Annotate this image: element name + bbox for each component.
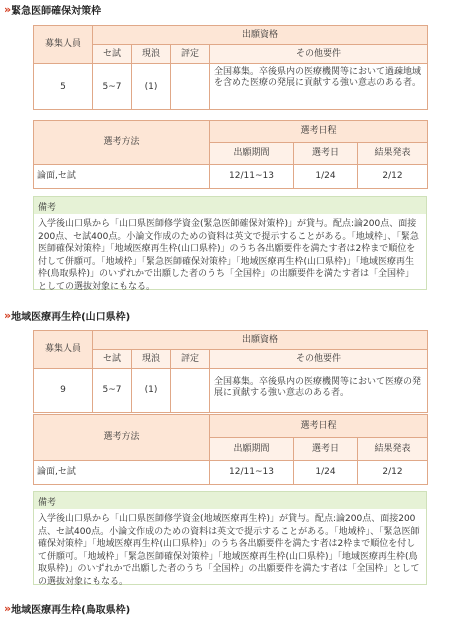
result-header: 結果発表 — [358, 143, 428, 165]
seshi-header: セ試 — [93, 45, 132, 64]
genro-cell: (1) — [132, 64, 171, 110]
result-header: 結果発表 — [358, 438, 428, 461]
table-row — [34, 64, 428, 110]
section-title-text: 地域医療再生枠(山口県枠) — [11, 311, 131, 323]
other-cell: 全国募集。卒後県内の医療機関等において過疎地域を含めた医療の発展に貢献する強い意志のある者。 — [210, 64, 428, 110]
other-cell: 全国募集。卒後県内の医療機関等において医療の発展に貢献する強い意志のある者。 — [210, 369, 428, 413]
note-body: 入学後山口県から「山口県医師修学資金(緊急医師確保対策枠)」が貸与。配点:論200点、面接200点、セ試400点。小論文作成のための資料は英文で提示することがある。「地域枠」、「緊急医師確保対策枠」「地域医療再生枠(山口県枠)」のうち各出願要件を満たす者は2枠まで順位を付して併願可。「地域枠」「緊急医師確保対策枠」「地域医療再生枠(山口県枠)」「地域医療再生枠(鳥取県枠)」のいずれかで出願した者のうち「全国枠」の出願要件を満たす者は「全国枠」としての選抜対象にもなる。 — [38, 219, 419, 292]
schedule-table-2 — [33, 414, 428, 485]
table-row — [34, 369, 428, 413]
table-row — [34, 165, 428, 189]
schedule-table-1 — [33, 120, 428, 189]
exam-day-header: 選考日 — [294, 438, 358, 461]
exam-day-cell: 1/24 — [294, 461, 358, 485]
qualification-header: 出願資格 — [93, 331, 428, 350]
period-header: 出願期間 — [210, 143, 294, 165]
method-cell: 論面,セ試 — [34, 461, 210, 485]
method-cell: 論面,セ試 — [34, 165, 210, 189]
method-header: 選考方法 — [34, 121, 210, 165]
exam-day-cell: 1/24 — [294, 165, 358, 189]
hyotei-header: 評定 — [171, 350, 210, 369]
method-header: 選考方法 — [34, 415, 210, 461]
double-chevron-icon: » — [4, 2, 9, 16]
period-cell: 12/11~13 — [210, 165, 294, 189]
hyotei-header: 評定 — [171, 45, 210, 64]
genro-header: 現浪 — [132, 350, 171, 369]
double-chevron-icon: » — [4, 601, 9, 615]
quota-header: 募集人員 — [34, 331, 93, 369]
period-cell: 12/11~13 — [210, 461, 294, 485]
exam-day-header: 選考日 — [294, 143, 358, 165]
seshi-cell: 5~7 — [93, 64, 132, 110]
schedule-header: 選考日程 — [210, 415, 428, 438]
hyotei-cell — [171, 369, 210, 413]
requirements-table-2 — [33, 330, 428, 413]
result-cell: 2/12 — [358, 165, 428, 189]
note-title: 備考 — [34, 197, 426, 214]
section-title-1 — [4, 2, 101, 16]
double-chevron-icon: » — [4, 308, 9, 322]
quota-cell: 9 — [34, 369, 93, 413]
period-header: 出願期間 — [210, 438, 294, 461]
other-header: その他要件 — [210, 350, 428, 369]
section-title-2 — [4, 308, 130, 322]
section-title-text: 緊急医師確保対策枠 — [11, 5, 102, 17]
genro-cell: (1) — [132, 369, 171, 413]
quota-cell: 5 — [34, 64, 93, 110]
note-box-2 — [33, 491, 427, 585]
genro-header: 現浪 — [132, 45, 171, 64]
note-body: 入学後山口県から「山口県医師修学資金(地域医療再生枠)」が貸与。配点:論200点、面接200点、セ試400点。小論文作成のための資料は英文で提示することがある。「地域枠」、「緊急医師確保対策枠」「地域医療再生枠(山口県枠)」のうち各出願要件を満たす者は2枠まで順位を付して併願可。「地域枠」「緊急医師確保対策枠」「地域医療再生枠(山口県枠)」「地域医療再生枠(鳥取県枠)」のいずれかで出願した者のうち「全国枠」の出願要件を満たす者は「全国枠」としての選抜対象にもなる。 — [38, 514, 420, 587]
other-header: その他要件 — [210, 45, 428, 64]
quota-header: 募集人員 — [34, 26, 93, 64]
hyotei-cell — [171, 64, 210, 110]
qualification-header: 出願資格 — [93, 26, 428, 45]
seshi-header: セ試 — [93, 350, 132, 369]
seshi-cell: 5~7 — [93, 369, 132, 413]
schedule-header: 選考日程 — [210, 121, 428, 143]
section-title-3 — [4, 601, 130, 615]
table-row — [34, 461, 428, 485]
requirements-table-1 — [33, 25, 428, 110]
section-title-text: 地域医療再生枠(鳥取県枠) — [11, 604, 131, 616]
note-title: 備考 — [34, 492, 426, 509]
result-cell: 2/12 — [358, 461, 428, 485]
note-box-1 — [33, 196, 427, 290]
